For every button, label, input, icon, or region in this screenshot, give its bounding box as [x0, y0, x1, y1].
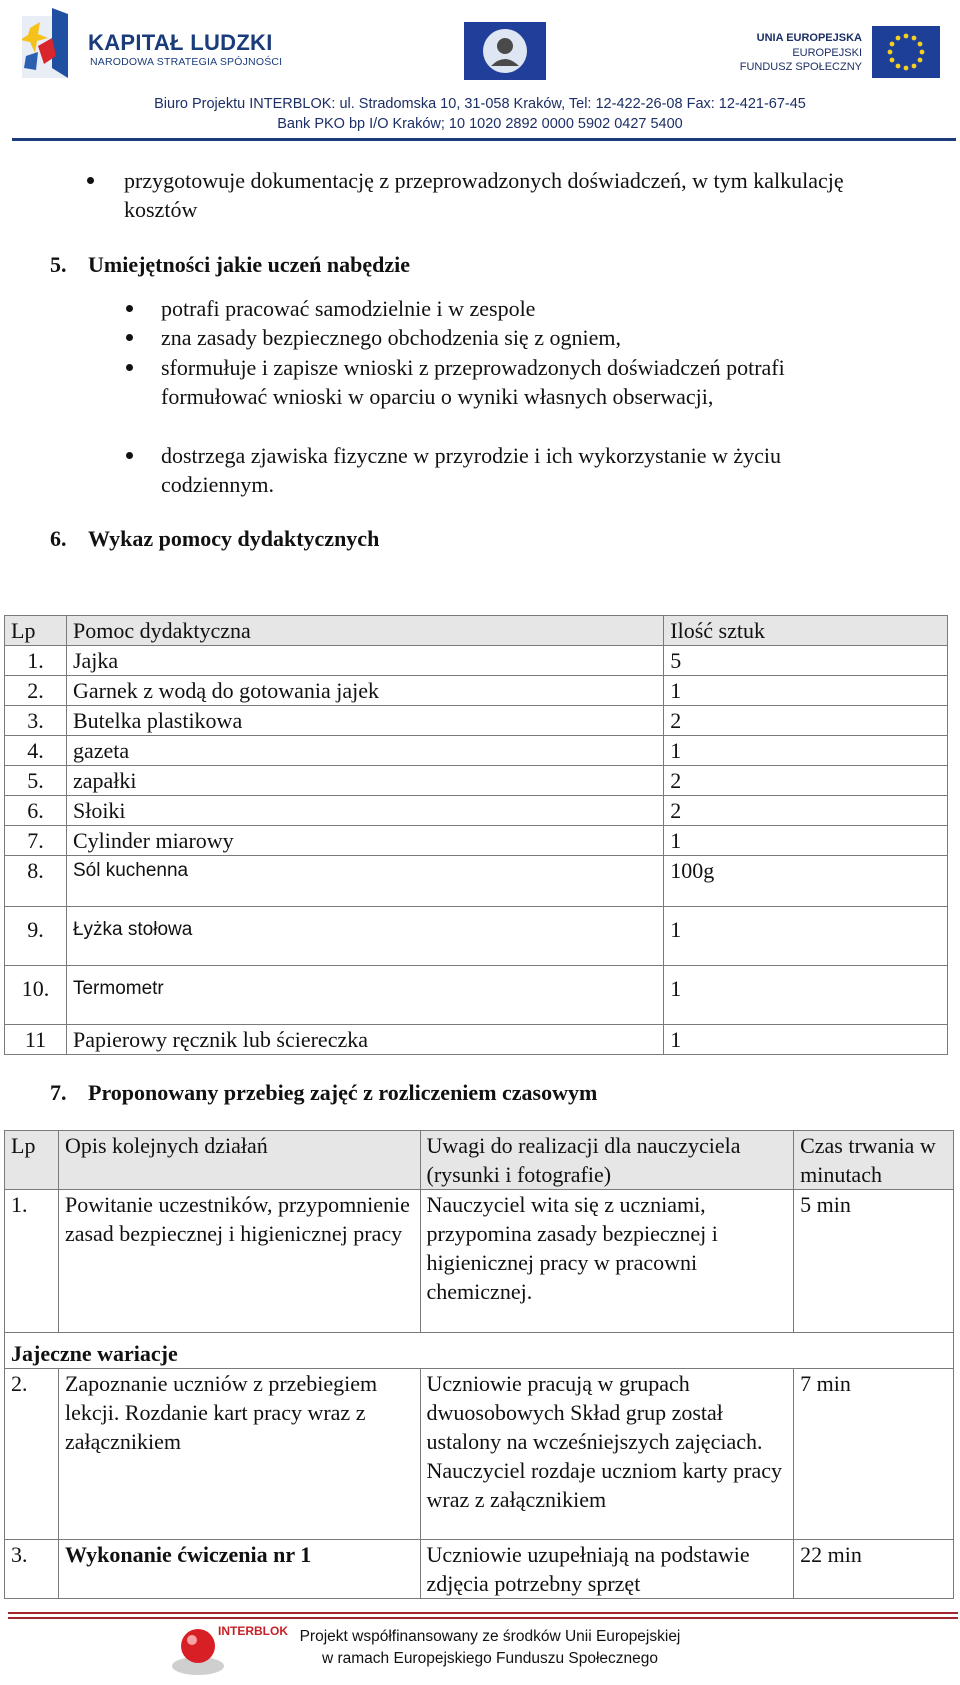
header-aid: Pomoc dydaktyczna — [66, 616, 663, 646]
section7-number: 7. — [50, 1080, 67, 1105]
row-count: 1 — [664, 907, 948, 966]
row-count: 2 — [664, 796, 948, 826]
row-lp: 10. — [5, 966, 67, 1025]
skill-item-continued: formułować wnioski w oparciu o wyniki własnych obserwacji, — [161, 384, 714, 409]
row-lp: 2. — [5, 676, 67, 706]
header-count: Ilość sztuk — [664, 616, 948, 646]
teaching-aids-table — [4, 615, 948, 1055]
row-count: 2 — [664, 706, 948, 736]
header-actions: Opis kolejnych działań — [58, 1131, 420, 1190]
row-action: Powitanie uczestników, przypomnienie zasad bezpiecznej i higienicznej pracy — [58, 1190, 420, 1333]
intro-bullet-line2: kosztów — [124, 197, 198, 222]
bullet-icon — [126, 452, 133, 459]
row-lp: 2. — [5, 1369, 59, 1540]
row-lp: 1. — [5, 1190, 59, 1333]
section6-title: Wykaz pomocy dydaktycznych — [88, 526, 380, 551]
table-row — [5, 856, 948, 907]
row-lp: 3. — [5, 706, 67, 736]
row-action: Zapoznanie uczniów z przebiegiem lekcji. Rozdanie kart pracy wraz z załącznikiem — [58, 1369, 420, 1540]
table-row — [5, 766, 948, 796]
row-count: 1 — [664, 826, 948, 856]
table-row — [5, 907, 948, 966]
row-count: 1 — [664, 1025, 948, 1055]
row-aid: Sól kuchenna — [66, 856, 663, 907]
table-row — [5, 1025, 948, 1055]
footer-line2: w ramach Europejskiego Funduszu Społecznego — [321, 1650, 659, 1667]
row-aid: Jajka — [66, 646, 663, 676]
row-count: 2 — [664, 766, 948, 796]
section5-number: 5. — [50, 252, 67, 277]
skill-item: zna zasady bezpiecznego obchodzenia się z ogniem, — [161, 325, 621, 350]
row-duration: 22 min — [794, 1540, 954, 1599]
table-row — [5, 736, 948, 766]
row-lp: 9. — [5, 907, 67, 966]
skill-item: potrafi pracować samodzielnie i w zespole — [161, 296, 536, 321]
row-aid: gazeta — [66, 736, 663, 766]
intro-bullet-line1: przygotowuje dokumentację z przeprowadzonych doświadczeń, w tym kalkulację — [124, 168, 844, 193]
row-duration: 5 min — [794, 1190, 954, 1333]
table-row — [5, 966, 948, 1025]
interblok-brand: INTERBLOK — [218, 1624, 288, 1638]
header-divider — [12, 138, 956, 141]
kapital-ludzki-subtitle: NARODOWA STRATEGIA SPÓJNOŚCI — [90, 56, 283, 68]
skill-item-continued: codziennym. — [161, 472, 275, 497]
row-note: Nauczyciel wita się z uczniami, przypomina zasady bezpiecznej i higienicznej pracy w pracowni chemicznej. — [420, 1190, 794, 1333]
section5-title: Umiejętności jakie uczeń nabędzie — [88, 252, 410, 277]
table-row — [5, 1540, 954, 1599]
table-row — [5, 1190, 954, 1333]
bullet-icon — [126, 305, 133, 312]
ue-title: UNIA EUROPEJSKA — [756, 32, 862, 44]
table-row — [5, 1369, 954, 1540]
row-aid: Cylinder miarowy — [66, 826, 663, 856]
lesson-plan-table — [4, 1130, 954, 1599]
table-row — [5, 796, 948, 826]
section6-number: 6. — [50, 526, 67, 551]
footer-divider — [8, 1617, 958, 1619]
row-count: 5 — [664, 646, 948, 676]
section7-title: Proponowany przebieg zajęć z rozliczeniem czasowym — [88, 1080, 598, 1105]
bullet-icon — [126, 334, 133, 341]
kapital-ludzki-logo-icon — [22, 8, 72, 82]
table-row — [5, 826, 948, 856]
subheading-row — [5, 1333, 954, 1369]
ue-line3: FUNDUSZ SPOŁECZNY — [739, 61, 862, 73]
portrait-seal-icon — [464, 22, 546, 80]
row-lp: 1. — [5, 646, 67, 676]
row-count: 1 — [664, 966, 948, 1025]
table-row — [5, 706, 948, 736]
row-action: Wykonanie ćwiczenia nr 1 — [58, 1540, 420, 1599]
bullet-icon — [87, 177, 94, 184]
row-lp: 5. — [5, 766, 67, 796]
row-aid: Słoiki — [66, 796, 663, 826]
table-header-row — [5, 616, 948, 646]
kapital-ludzki-logo — [22, 8, 72, 82]
skill-item: sformułuje i zapisze wnioski z przeprowadzonych doświadczeń potrafi — [161, 355, 785, 380]
row-count: 1 — [664, 736, 948, 766]
row-aid: Termometr — [66, 966, 663, 1025]
row-note: Uczniowie uzupełniają na podstawie zdjęcia potrzebny sprzęt — [420, 1540, 794, 1599]
bullet-icon — [126, 364, 133, 371]
row-lp: 8. — [5, 856, 67, 907]
header-address: Biuro Projektu INTERBLOK: ul. Stradomska 10, 31-058 Kraków, Tel: 12-422-26-08 Fax: 12-421-67-45 — [154, 96, 806, 112]
header-duration: Czas trwania w minutach — [794, 1131, 954, 1190]
row-note: Uczniowie pracują w grupach dwuosobowych Skład grup został ustalony na wcześniejszych zajęciach. Nauczyciel rozdaje uczniom karty pracy wraz z załącznikiem — [420, 1369, 794, 1540]
eu-flag — [872, 26, 940, 78]
skill-item: dostrzega zjawiska fizyczne w przyrodzie i ich wykorzystanie w życiu — [161, 443, 782, 468]
subheading-jajeczne-wariacje: Jajeczne wariacje — [5, 1333, 954, 1369]
row-aid: Butelka plastikowa — [66, 706, 663, 736]
footer-divider — [8, 1612, 958, 1614]
eu-flag-icon — [872, 26, 940, 78]
row-aid: Łyżka stołowa — [66, 907, 663, 966]
sto-logo — [464, 22, 546, 80]
header-lp: Lp — [5, 1131, 59, 1190]
header-lp: Lp — [5, 616, 67, 646]
table-row — [5, 646, 948, 676]
row-lp: 7. — [5, 826, 67, 856]
row-duration: 7 min — [794, 1369, 954, 1540]
row-lp: 4. — [5, 736, 67, 766]
row-lp: 3. — [5, 1540, 59, 1599]
row-aid: zapałki — [66, 766, 663, 796]
footer-line1: Projekt współfinansowany ze środków Unii Europejskiej — [299, 1628, 681, 1645]
row-lp: 6. — [5, 796, 67, 826]
ue-line2: EUROPEJSKI — [792, 47, 862, 59]
row-count: 1 — [664, 676, 948, 706]
table-header-row — [5, 1131, 954, 1190]
row-aid: Papierowy ręcznik lub ściereczka — [66, 1025, 663, 1055]
row-count: 100g — [664, 856, 948, 907]
header-notes: Uwagi do realizacji dla nauczyciela (rysunki i fotografie) — [420, 1131, 794, 1190]
row-aid: Garnek z wodą do gotowania jajek — [66, 676, 663, 706]
kapital-ludzki-title: KAPITAŁ LUDZKI — [88, 30, 273, 55]
header-bank: Bank PKO bp I/O Kraków; 10 1020 2892 0000 5902 0427 5400 — [277, 116, 683, 132]
row-lp: 11 — [5, 1025, 67, 1055]
table-row — [5, 676, 948, 706]
